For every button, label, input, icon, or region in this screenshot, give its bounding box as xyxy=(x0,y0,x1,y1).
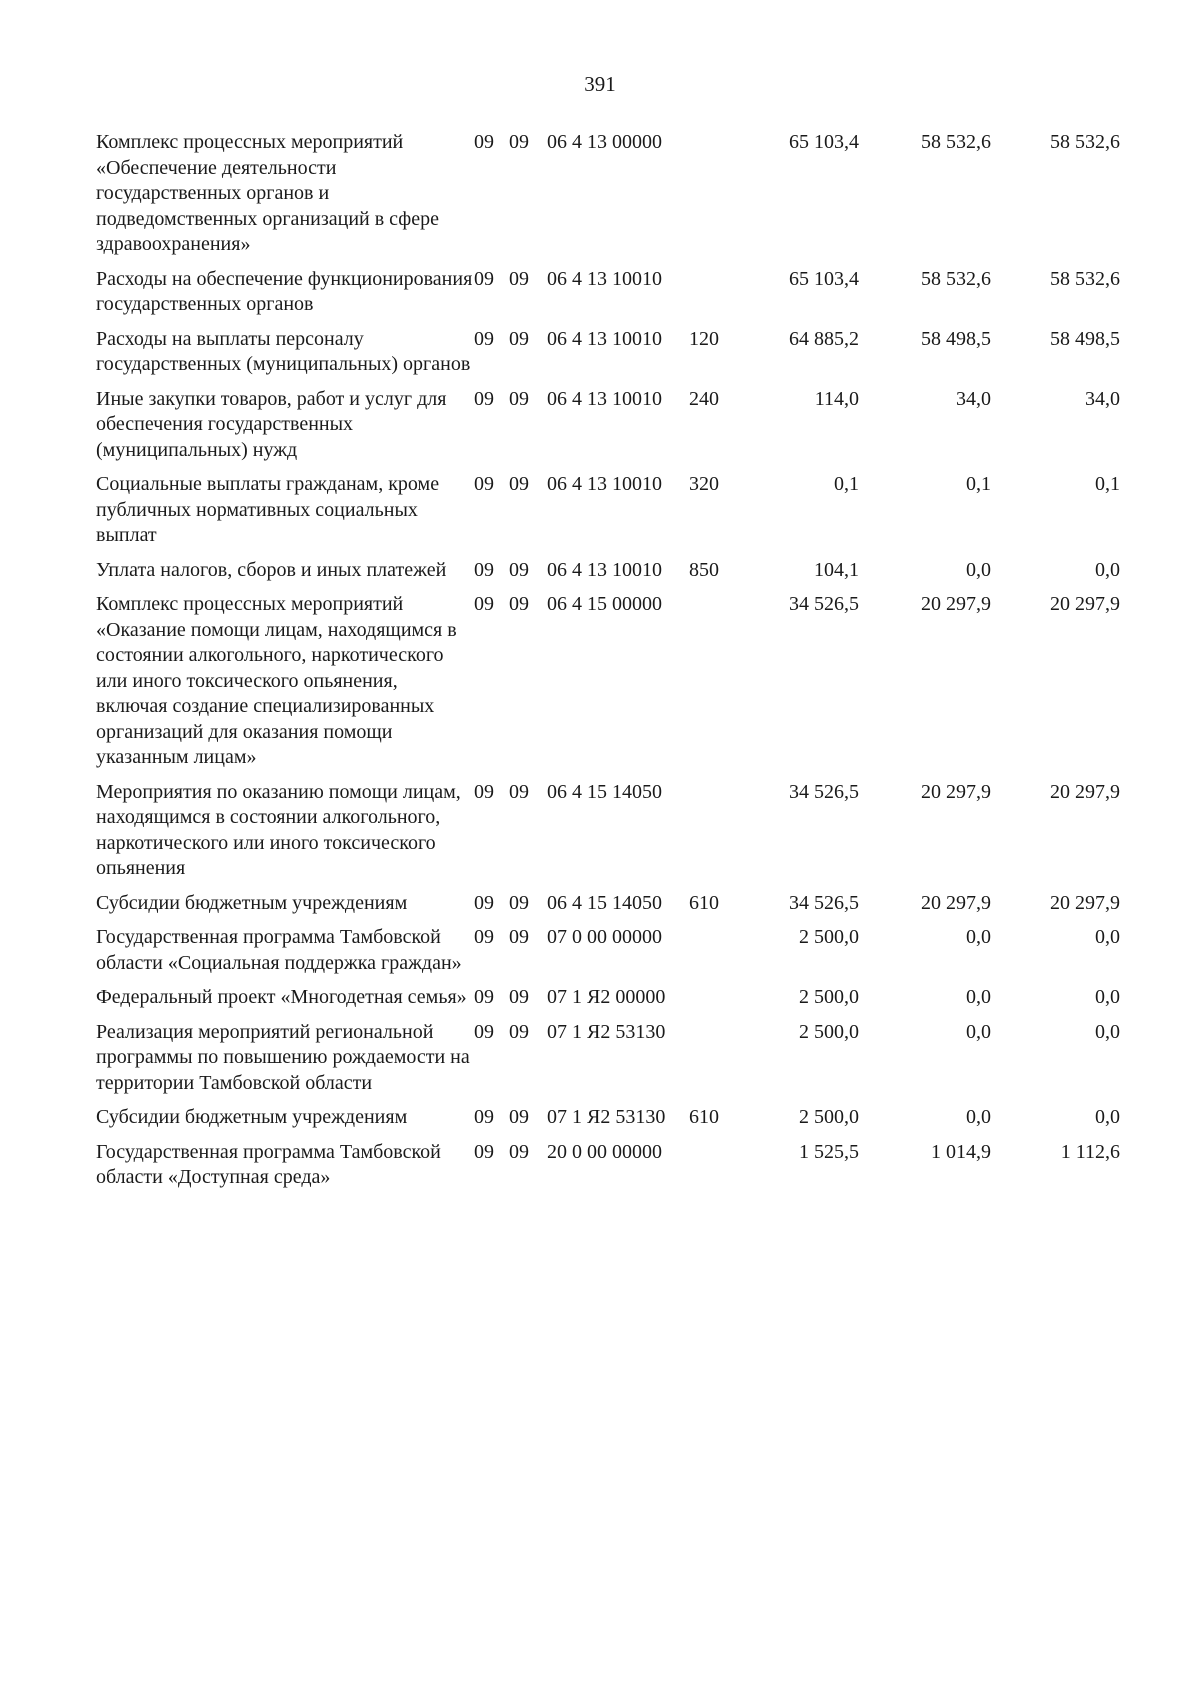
amount-year3-cell: 58 532,6 xyxy=(1050,267,1120,290)
target-article-cell: 07 1 Я2 53130 xyxy=(547,1106,666,1128)
amount-year3-cell: 0,0 xyxy=(1095,926,1120,948)
expense-type-cell: 120 xyxy=(689,327,719,350)
section-code-cell: 09 xyxy=(474,926,494,948)
amount-year2-cell: 1 014,9 xyxy=(931,1140,991,1163)
amount-year2-cell: 0,0 xyxy=(966,558,991,581)
target-article-cell: 20 0 00 00000 xyxy=(547,1140,662,1163)
budget-table xyxy=(96,130,1120,1200)
amount-year3-cell: 20 297,9 xyxy=(1050,891,1120,914)
amount-year1-cell: 2 500,0 xyxy=(799,1020,859,1043)
expense-name-cell: Федеральный проект «Многодетная семья» xyxy=(96,986,467,1008)
expense-type-cell: 850 xyxy=(689,558,719,581)
subsection-code-cell: 09 xyxy=(509,780,529,803)
section-code-cell: 09 xyxy=(474,1140,494,1163)
section-code-cell: 09 xyxy=(474,473,494,495)
table-row xyxy=(96,558,1120,593)
section-code-cell: 09 xyxy=(474,327,494,350)
amount-year3-cell: 58 532,6 xyxy=(1050,131,1120,153)
target-article-cell: 06 4 15 00000 xyxy=(547,593,662,615)
amount-year2-cell: 58 532,6 xyxy=(921,267,991,290)
target-article-cell: 06 4 13 00000 xyxy=(547,131,662,153)
target-article-cell: 06 4 13 10010 xyxy=(547,387,662,410)
expense-type-cell xyxy=(689,267,749,327)
subsection-code-cell: 09 xyxy=(509,327,529,350)
table-row xyxy=(96,472,1120,558)
section-code-cell: 09 xyxy=(474,558,494,581)
subsection-code-cell: 09 xyxy=(509,1106,529,1128)
section-code-cell: 09 xyxy=(474,267,494,290)
amount-year1-cell: 65 103,4 xyxy=(789,267,859,290)
table-row xyxy=(96,592,1120,780)
amount-year1-cell: 104,1 xyxy=(814,558,859,581)
amount-year2-cell: 58 532,6 xyxy=(921,131,991,153)
expense-type-cell xyxy=(689,985,749,1020)
amount-year1-cell: 2 500,0 xyxy=(799,926,859,948)
amount-year3-cell: 0,0 xyxy=(1095,1106,1120,1128)
amount-year1-cell: 65 103,4 xyxy=(789,131,859,153)
subsection-code-cell: 09 xyxy=(509,593,529,615)
expense-name-cell: Государственная программа Тамбовской области «Социальная поддержка граждан» xyxy=(96,926,462,974)
expense-type-cell: 240 xyxy=(689,387,719,410)
subsection-code-cell: 09 xyxy=(509,986,529,1008)
section-code-cell: 09 xyxy=(474,780,494,803)
expense-name-cell: Государственная программа Тамбовской области «Доступная среда» xyxy=(96,1140,441,1188)
expense-type-cell xyxy=(689,1140,749,1200)
amount-year2-cell: 0,0 xyxy=(966,926,991,948)
subsection-code-cell: 09 xyxy=(509,891,529,914)
expense-type-cell: 610 xyxy=(689,891,719,914)
amount-year3-cell: 20 297,9 xyxy=(1050,780,1120,803)
target-article-cell: 06 4 15 14050 xyxy=(547,891,662,914)
section-code-cell: 09 xyxy=(474,131,494,153)
expense-name-cell: Расходы на выплаты персоналу государственных (муниципальных) органов xyxy=(96,327,471,375)
subsection-code-cell: 09 xyxy=(509,926,529,948)
amount-year3-cell: 0,1 xyxy=(1095,473,1120,495)
subsection-code-cell: 09 xyxy=(509,131,529,153)
amount-year2-cell: 0,0 xyxy=(966,986,991,1008)
section-code-cell: 09 xyxy=(474,891,494,914)
expense-type-cell xyxy=(689,925,749,985)
section-code-cell: 09 xyxy=(474,986,494,1008)
amount-year3-cell: 1 112,6 xyxy=(1060,1140,1120,1163)
subsection-code-cell: 09 xyxy=(509,473,529,495)
section-code-cell: 09 xyxy=(474,593,494,615)
amount-year3-cell: 20 297,9 xyxy=(1050,593,1120,615)
expense-name-cell: Субсидии бюджетным учреждениям xyxy=(96,1106,408,1128)
amount-year1-cell: 34 526,5 xyxy=(789,891,859,914)
amount-year3-cell: 0,0 xyxy=(1095,986,1120,1008)
budget-table-body xyxy=(96,130,1120,1200)
target-article-cell: 06 4 13 10010 xyxy=(547,473,662,495)
amount-year1-cell: 34 526,5 xyxy=(789,780,859,803)
target-article-cell: 06 4 13 10010 xyxy=(547,267,662,290)
target-article-cell: 07 1 Я2 53130 xyxy=(547,1020,666,1043)
expense-name-cell: Комплекс процессных мероприятий «Обеспечение деятельности государственных органов и подведомственных организаций в сфере здравоохранения» xyxy=(96,131,440,255)
table-row xyxy=(96,130,1120,267)
expense-type-cell xyxy=(689,592,749,780)
amount-year3-cell: 58 498,5 xyxy=(1050,327,1120,350)
table-row xyxy=(96,1140,1120,1200)
expense-name-cell: Иные закупки товаров, работ и услуг для обеспечения государственных (муниципальных) нужд xyxy=(96,387,447,461)
amount-year1-cell: 2 500,0 xyxy=(799,1106,859,1128)
amount-year1-cell: 34 526,5 xyxy=(789,593,859,615)
amount-year3-cell: 0,0 xyxy=(1095,558,1120,581)
subsection-code-cell: 09 xyxy=(509,1140,529,1163)
expense-name-cell: Реализация мероприятий региональной программы по повышению рождаемости на территории Тамбовской области xyxy=(96,1020,470,1094)
table-row xyxy=(96,1105,1120,1140)
expense-type-cell: 610 xyxy=(689,1106,719,1128)
table-row xyxy=(96,387,1120,473)
amount-year1-cell: 0,1 xyxy=(834,473,859,495)
subsection-code-cell: 09 xyxy=(509,1020,529,1043)
amount-year1-cell: 2 500,0 xyxy=(799,986,859,1008)
table-row xyxy=(96,267,1120,327)
table-row xyxy=(96,891,1120,926)
section-code-cell: 09 xyxy=(474,1106,494,1128)
amount-year1-cell: 64 885,2 xyxy=(789,327,859,350)
amount-year2-cell: 20 297,9 xyxy=(921,891,991,914)
expense-name-cell: Расходы на обеспечение функционирования государственных органов xyxy=(96,267,473,315)
target-article-cell: 06 4 15 14050 xyxy=(547,780,662,803)
amount-year2-cell: 20 297,9 xyxy=(921,780,991,803)
section-code-cell: 09 xyxy=(474,1020,494,1043)
amount-year1-cell: 114,0 xyxy=(814,387,859,410)
target-article-cell: 06 4 13 10010 xyxy=(547,558,662,581)
expense-name-cell: Мероприятия по оказанию помощи лицам, находящимся в состоянии алкогольного, наркотического или иного токсического опьянения xyxy=(96,780,461,879)
expense-type-cell xyxy=(689,130,749,267)
expense-name-cell: Субсидии бюджетным учреждениям xyxy=(96,891,408,914)
table-row xyxy=(96,1020,1120,1106)
expense-type-cell xyxy=(689,780,749,891)
amount-year2-cell: 0,1 xyxy=(966,473,991,495)
subsection-code-cell: 09 xyxy=(509,267,529,290)
target-article-cell: 07 0 00 00000 xyxy=(547,926,662,948)
section-code-cell: 09 xyxy=(474,387,494,410)
amount-year2-cell: 34,0 xyxy=(956,387,991,410)
expense-name-cell: Социальные выплаты гражданам, кроме публичных нормативных социальных выплат xyxy=(96,473,440,546)
subsection-code-cell: 09 xyxy=(509,387,529,410)
table-row xyxy=(96,985,1120,1020)
amount-year2-cell: 20 297,9 xyxy=(921,593,991,615)
amount-year2-cell: 0,0 xyxy=(966,1106,991,1128)
page-number: 391 xyxy=(584,72,616,96)
amount-year3-cell: 0,0 xyxy=(1095,1020,1120,1043)
amount-year2-cell: 0,0 xyxy=(966,1020,991,1043)
target-article-cell: 06 4 13 10010 xyxy=(547,327,662,350)
subsection-code-cell: 09 xyxy=(509,558,529,581)
amount-year2-cell: 58 498,5 xyxy=(921,327,991,350)
table-row xyxy=(96,327,1120,387)
expense-type-cell: 320 xyxy=(689,473,719,495)
expense-name-cell: Уплата налогов, сборов и иных платежей xyxy=(96,558,447,581)
expense-type-cell xyxy=(689,1020,749,1106)
table-row xyxy=(96,925,1120,985)
amount-year1-cell: 1 525,5 xyxy=(799,1140,859,1163)
expense-name-cell: Комплекс процессных мероприятий «Оказание помощи лицам, находящимся в состоянии алкогольного, наркотического или иного токсического опьянения, включая создание специализированных организаций для оказания помощи указанным лицам» xyxy=(96,593,457,768)
amount-year3-cell: 34,0 xyxy=(1085,387,1120,410)
table-row xyxy=(96,780,1120,891)
target-article-cell: 07 1 Я2 00000 xyxy=(547,986,666,1008)
